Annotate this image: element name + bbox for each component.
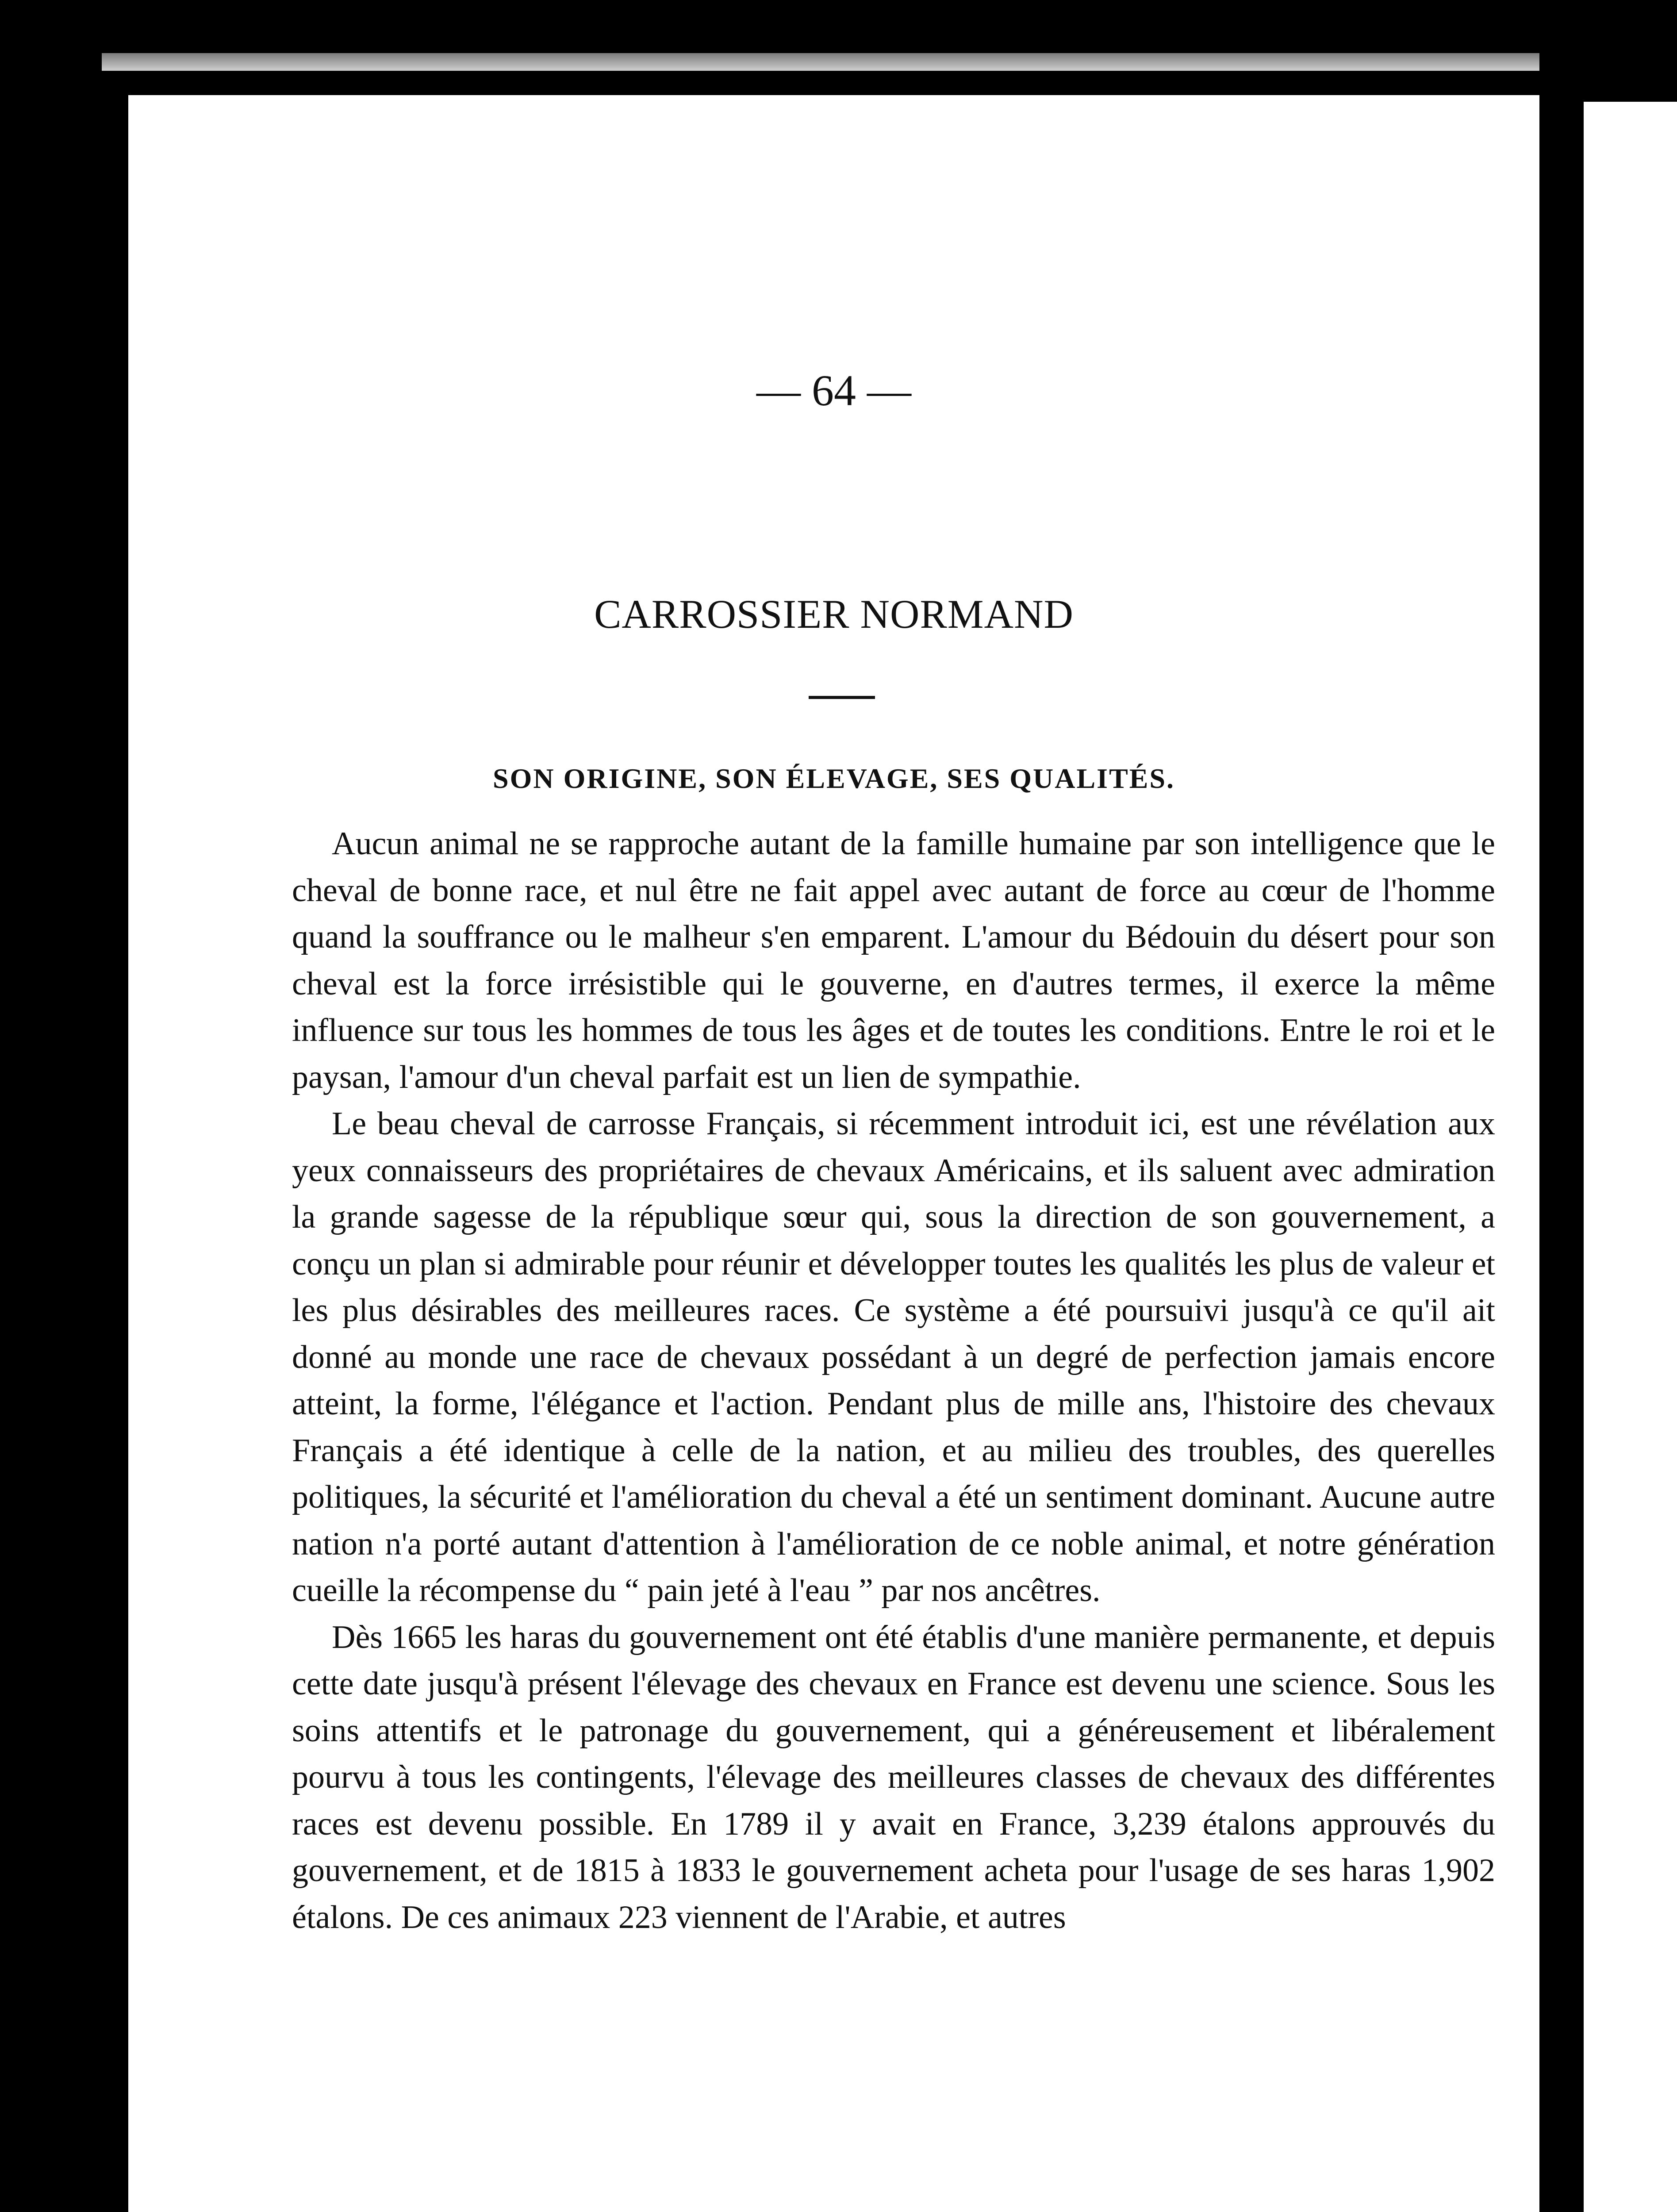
paragraph-2: Le beau cheval de carrosse Français, si récemment introduit ici, est une révélation aux yeux connaisseurs des propriétaires de chevaux Américains, et ils saluent avec admiration la grande sagesse de la république sœur qui, sous la direction de son gouvernement, a conçu un plan si admirable pour réunir et développer toutes les qualités les plus de valeur et les plus désirables des meilleures races. Ce système a été poursuivi jusqu'à ce qu'il ait donné au monde une race de chevaux possédant à un degré de perfection jamais encore atteint, la forme, l'élégance et l'action. Pendant plus de mille ans, l'histoire des chevaux Français a été identique à celle de la nation, et au milieu des troubles, des querelles politiques, la sécurité et l'amélioration du cheval a été un sentiment dominant. Aucune autre nation n'a porté autant d'attention à l'amélioration de ce noble animal, et notre génération cueille la récompense du “ pain jeté à l'eau ” par nos ancêtres. <box>292 1106 1495 1609</box>
body-text <box>292 821 1495 1941</box>
chapter-title: CARROSSIER NORMAND <box>594 591 1074 637</box>
page-number: — 64 — <box>756 366 911 415</box>
paragraph-3: Dès 1665 les haras du gouvernement ont été établis d'une manière permanente, et depuis cette date jusqu'à présent l'élevage des chevaux en France est devenu une science. Sous les soins attentifs et le patronage du gouvernement, qui a généreusement et libéralement pourvu à tous les contingents, l'élevage des meilleures classes de chevaux des différentes races est devenu possible. En 1789 il y avait en France, 3,239 étalons approuvés du gouvernement, et de 1815 à 1833 le gouvernement acheta pour l'usage de ses haras 1,902 étalons. De ces animaux 223 viennent de l'Arabie, et autres <box>292 1619 1495 1936</box>
title-divider <box>809 696 875 699</box>
adjacent-page-edge <box>1584 102 1677 2212</box>
chapter-subtitle: SON ORIGINE, SON ÉLEVAGE, SES QUALITÉS. <box>492 763 1175 794</box>
scan-top-edge <box>102 53 1539 71</box>
book-page <box>128 95 1539 2212</box>
paragraph-1: Aucun animal ne se rapproche autant de la famille humaine par son intelligence que le cheval de bonne race, et nul être ne fait appel avec autant de force au cœur de l'homme quand la souffrance ou le malheur s'en emparent. L'amour du Bédouin du désert pour son cheval est la force irrésistible qui le gouverne, en d'autres termes, il exerce la même influence sur tous les hommes de tous les âges et de toutes les conditions. Entre le roi et le paysan, l'amour d'un cheval parfait est un lien de sympathie. <box>292 826 1495 1095</box>
